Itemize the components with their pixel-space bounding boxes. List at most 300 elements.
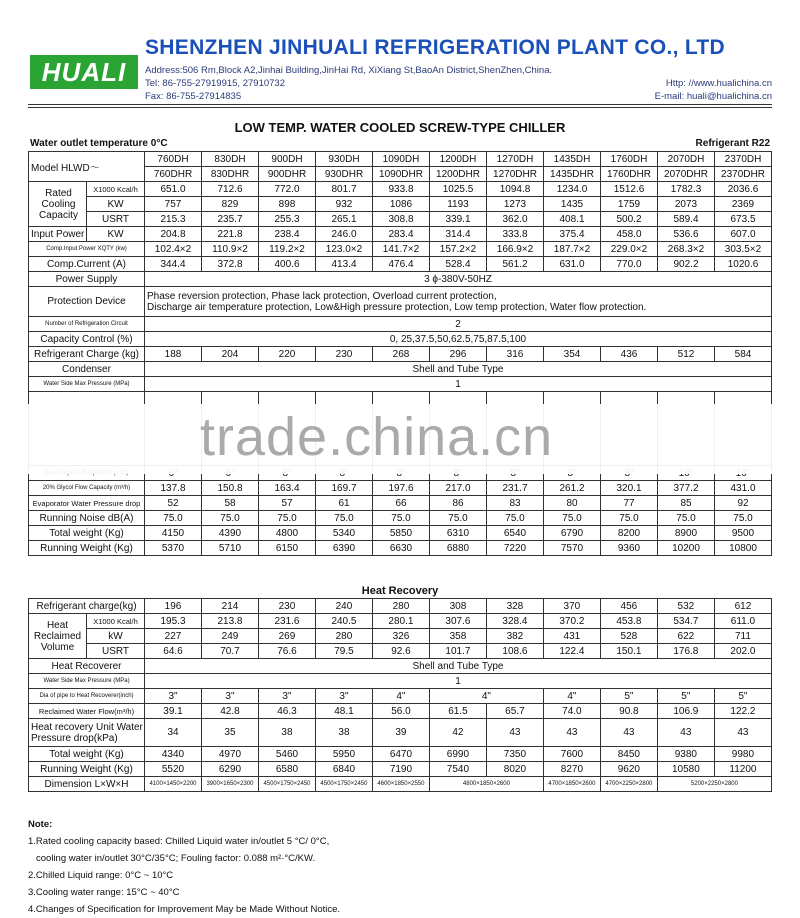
- value-cell: 7350: [486, 747, 543, 762]
- table-row: [29, 182, 772, 197]
- table-row: [29, 704, 772, 719]
- value-cell: 240.5: [315, 614, 372, 629]
- value-cell: 56.0: [372, 704, 429, 719]
- value-cell: 5340: [316, 526, 373, 541]
- value-cell: 230: [258, 599, 315, 614]
- divider: [28, 107, 772, 108]
- note-2: 2.Chilled Liquid range: 0°C ~ 10°C: [28, 870, 174, 881]
- value-cell: 39: [372, 719, 429, 747]
- value-cell: 4700×1850×2600: [543, 777, 600, 792]
- value-cell: 5950: [315, 747, 372, 762]
- value-cell: 296: [430, 347, 487, 362]
- value-cell: 75.0: [544, 511, 601, 526]
- table-row: [29, 614, 772, 629]
- heat-recovery-table: [28, 598, 772, 792]
- value-cell: 102.4×2: [145, 242, 202, 257]
- model-header: 1435DHR: [544, 167, 601, 182]
- value-cell: 238.4: [259, 227, 316, 242]
- value-cell: 932: [316, 197, 373, 212]
- value-cell: 43: [714, 719, 771, 747]
- value-cell: 75.0: [316, 511, 373, 526]
- value-cell: 92.6: [372, 644, 429, 659]
- model-header: 760DH: [145, 152, 202, 167]
- refrigerant-label: Refrigerant R22: [695, 138, 770, 149]
- value-cell: 8200: [601, 526, 658, 541]
- value-cell: 187.7×2: [544, 242, 601, 257]
- model-header: 930DH: [316, 152, 373, 167]
- model-header: 2370DH: [715, 152, 772, 167]
- value-cell: 829: [202, 197, 259, 212]
- value-cell: 150.1: [600, 644, 657, 659]
- value-cell: 92: [715, 496, 772, 511]
- table-row: [29, 719, 772, 747]
- value-cell: 39.1: [145, 704, 202, 719]
- value-cell: 673.5: [715, 212, 772, 227]
- row-label: Comp.Current (A): [29, 257, 145, 272]
- value-cell: 362.0: [487, 212, 544, 227]
- value-cell: 75.0: [601, 511, 658, 526]
- value-cell: 227: [145, 629, 202, 644]
- row-label: Refrigerant charge(kg): [29, 599, 145, 614]
- value-cell: 108.6: [486, 644, 543, 659]
- value-cell: 712.6: [202, 182, 259, 197]
- value-cell: 4500×1750×2450: [315, 777, 372, 792]
- value-cell: 176.8: [657, 644, 714, 659]
- value-cell: 2: [145, 317, 772, 332]
- unit-label: X1000 Kcal/h: [87, 182, 145, 197]
- table-row: [29, 629, 772, 644]
- value-cell: 354: [544, 347, 601, 362]
- value-cell: 214: [202, 599, 259, 614]
- value-cell: 375.4: [544, 227, 601, 242]
- model-header: 1435DH: [544, 152, 601, 167]
- value-cell: 8270: [543, 762, 600, 777]
- value-cell: 5": [600, 689, 657, 704]
- value-cell: 5850: [373, 526, 430, 541]
- value-cell: 344.4: [145, 257, 202, 272]
- value-cell: 34: [145, 719, 202, 747]
- value-cell: 1435: [544, 197, 601, 212]
- value-cell: 1020.6: [715, 257, 772, 272]
- value-cell: 101.7: [429, 644, 486, 659]
- value-cell: 400.6: [259, 257, 316, 272]
- value-cell: 561.2: [487, 257, 544, 272]
- value-cell: 4800: [259, 526, 316, 541]
- value-cell: 229.0×2: [601, 242, 658, 257]
- value-cell: 1759: [601, 197, 658, 212]
- value-cell: 268.3×2: [658, 242, 715, 257]
- value-cell: 651.0: [145, 182, 202, 197]
- value-cell: 431.0: [715, 481, 772, 496]
- value-cell: 607.0: [715, 227, 772, 242]
- value-cell: 6470: [372, 747, 429, 762]
- value-cell: 75.0: [715, 511, 772, 526]
- value-cell: 215.3: [145, 212, 202, 227]
- value-cell: 3": [315, 689, 372, 704]
- value-cell: Shell and Tube Type: [145, 659, 772, 674]
- value-cell: 1193: [430, 197, 487, 212]
- value-cell: 70.7: [202, 644, 259, 659]
- value-cell: 122.4: [543, 644, 600, 659]
- value-cell: 4700×2250×2800: [600, 777, 657, 792]
- value-cell: 370.2: [543, 614, 600, 629]
- value-cell: 10200: [658, 541, 715, 556]
- value-cell: 123.0×2: [316, 242, 373, 257]
- value-cell: 65.7: [486, 704, 543, 719]
- value-cell: 157.2×2: [430, 242, 487, 257]
- company-name: SHENZHEN JINHUALI REFRIGERATION PLANT CO., LTD: [145, 36, 726, 59]
- value-cell: 622: [657, 629, 714, 644]
- value-cell: 75.0: [487, 511, 544, 526]
- value-cell: 413.4: [316, 257, 373, 272]
- value-cell: 137.8: [145, 481, 202, 496]
- model-header: 1200DHR: [430, 167, 487, 182]
- value-cell: 280: [372, 599, 429, 614]
- row-label: Water Side Max Pressure (MPa): [29, 377, 145, 392]
- value-cell: 169.7: [316, 481, 373, 496]
- model-header: 930DHR: [316, 167, 373, 182]
- value-cell: 6630: [373, 541, 430, 556]
- value-cell: 240: [315, 599, 372, 614]
- value-cell: 1234.0: [544, 182, 601, 197]
- telephone: Tel: 86-755-27919915, 27910732: [145, 78, 285, 89]
- value-cell: 235.7: [202, 212, 259, 227]
- value-cell: 76.6: [258, 644, 315, 659]
- row-label: Refrigerant Charge (kg): [29, 347, 145, 362]
- value-cell: 8450: [600, 747, 657, 762]
- value-cell: 584: [715, 347, 772, 362]
- value-cell: 7190: [372, 762, 429, 777]
- divider: [28, 104, 772, 105]
- value-cell: 43: [486, 719, 543, 747]
- value-cell: 5": [714, 689, 771, 704]
- model-header: 1760DH: [601, 152, 658, 167]
- fax: Fax: 86-755-27914835: [145, 91, 242, 102]
- model-header: 830DH: [202, 152, 259, 167]
- table-row: [29, 212, 772, 227]
- row-label: Total weight (Kg): [29, 747, 145, 762]
- value-cell: 7540: [429, 762, 486, 777]
- value-cell: 631.0: [544, 257, 601, 272]
- value-cell: 453.8: [600, 614, 657, 629]
- value-cell: 75.0: [259, 511, 316, 526]
- value-cell: 534.7: [657, 614, 714, 629]
- unit-label: USRT: [87, 644, 145, 659]
- model-header: 760DHR: [145, 167, 202, 182]
- huali-logo: HUALI: [30, 55, 138, 89]
- value-cell: 2369: [715, 197, 772, 212]
- row-label: Running Noise dB(A): [29, 511, 145, 526]
- value-cell: 255.3: [259, 212, 316, 227]
- table-row: [29, 674, 772, 689]
- value-cell: 231.7: [487, 481, 544, 496]
- table-row: [29, 257, 772, 272]
- unit-label: KW: [87, 197, 145, 212]
- notes: [28, 816, 340, 918]
- model-header: 2370DHR: [715, 167, 772, 182]
- value-cell: 280: [315, 629, 372, 644]
- value-cell: 6880: [430, 541, 487, 556]
- value-cell: 4150: [145, 526, 202, 541]
- heat-volume-label: Heat Reclaimed Volume: [29, 614, 87, 659]
- value-cell: 316: [487, 347, 544, 362]
- value-cell: 75.0: [658, 511, 715, 526]
- water-outlet-label: Water outlet temperature 0°C: [30, 138, 168, 149]
- table-row: [29, 332, 772, 347]
- value-cell: 43: [657, 719, 714, 747]
- value-cell: 46.3: [258, 704, 315, 719]
- value-cell: 500.2: [601, 212, 658, 227]
- table-row: [29, 347, 772, 362]
- value-cell: 377.2: [658, 481, 715, 496]
- note-4: 4.Changes of Specification for Improvement May be Made Without Notice.: [28, 904, 341, 915]
- value-cell: 6990: [429, 747, 486, 762]
- value-cell: 303.5×2: [715, 242, 772, 257]
- value-cell: 9500: [715, 526, 772, 541]
- value-cell: 163.4: [259, 481, 316, 496]
- model-header: 900DHR: [259, 167, 316, 182]
- value-cell: 4": [429, 689, 543, 704]
- chiller-spec-table: [28, 151, 772, 556]
- protection-line: Phase reversion protection, Phase lack protection, Overload current protection,: [147, 290, 497, 302]
- value-cell: 6390: [316, 541, 373, 556]
- value-cell: 5370: [145, 541, 202, 556]
- value-cell: 74.0: [543, 704, 600, 719]
- value-cell: 4340: [145, 747, 202, 762]
- value-cell: 4": [543, 689, 600, 704]
- table-row: [29, 762, 772, 777]
- table-row: [29, 541, 772, 556]
- value-cell: 5710: [202, 541, 259, 556]
- value-cell: 3": [258, 689, 315, 704]
- value-cell: 77: [601, 496, 658, 511]
- model-header: 1090DH: [373, 152, 430, 167]
- row-label: Condenser: [29, 362, 145, 377]
- note-3: 3.Cooling water range: 15°C ~ 40°C: [28, 887, 180, 898]
- value-cell: 52: [145, 496, 202, 511]
- value-cell: 772.0: [259, 182, 316, 197]
- table-row: [29, 287, 772, 317]
- value-cell: 83: [487, 496, 544, 511]
- table-row: [29, 496, 772, 511]
- value-cell: 79.5: [315, 644, 372, 659]
- web-contacts: [655, 77, 772, 103]
- value-cell: 1086: [373, 197, 430, 212]
- value-cell: 7220: [487, 541, 544, 556]
- value-cell: 476.4: [373, 257, 430, 272]
- model-header: 830DHR: [202, 167, 259, 182]
- row-label: Dia of pipe to Heat Recoverer(inch): [29, 689, 145, 704]
- unit-label: kW: [87, 629, 145, 644]
- rated-capacity-label: Rated Cooling Capacity: [29, 182, 87, 227]
- value-cell: 6290: [202, 762, 259, 777]
- value-cell: 4": [372, 689, 429, 704]
- row-label: Running Weight (Kg): [29, 541, 145, 556]
- value-cell: 9980: [714, 747, 771, 762]
- value-cell: 308.8: [373, 212, 430, 227]
- value-cell: 119.2×2: [259, 242, 316, 257]
- value-cell: 5200×2250×2800: [657, 777, 771, 792]
- unit-label: USRT: [87, 212, 145, 227]
- model-header: 1270DH: [487, 152, 544, 167]
- table-row: [29, 644, 772, 659]
- value-cell: 589.4: [658, 212, 715, 227]
- protection-cell: [145, 287, 772, 317]
- notes-heading: Note:: [28, 819, 53, 830]
- table-row: [29, 272, 772, 287]
- value-cell: 436: [601, 347, 658, 362]
- value-cell: 5": [657, 689, 714, 704]
- watermark-band: [0, 404, 800, 474]
- value-cell: 3 ϕ-380V-50HZ: [145, 272, 772, 287]
- table-row: [29, 377, 772, 392]
- table-row: [29, 152, 772, 167]
- table-row: [29, 227, 772, 242]
- value-cell: 217.0: [430, 481, 487, 496]
- value-cell: 9360: [601, 541, 658, 556]
- value-cell: 10580: [657, 762, 714, 777]
- value-cell: 150.8: [202, 481, 259, 496]
- value-cell: 106.9: [657, 704, 714, 719]
- value-cell: 110.9×2: [202, 242, 259, 257]
- row-label: Heat Recoverer: [29, 659, 145, 674]
- value-cell: 35: [202, 719, 259, 747]
- table-row: [29, 526, 772, 541]
- model-header: 900DH: [259, 152, 316, 167]
- table-row: [29, 689, 772, 704]
- value-cell: 48.1: [315, 704, 372, 719]
- table-row: [29, 362, 772, 377]
- value-cell: 188: [145, 347, 202, 362]
- value-cell: 6790: [544, 526, 601, 541]
- value-cell: 801.7: [316, 182, 373, 197]
- row-label: Input Power: [29, 227, 87, 242]
- unit-label: X1000 Kcal/h: [87, 614, 145, 629]
- value-cell: 902.2: [658, 257, 715, 272]
- value-cell: 382: [486, 629, 543, 644]
- value-cell: 326: [372, 629, 429, 644]
- row-label: Reclaimed Water Flow(m³/h): [29, 704, 145, 719]
- value-cell: 11200: [714, 762, 771, 777]
- value-cell: 933.8: [373, 182, 430, 197]
- value-cell: 372.8: [202, 257, 259, 272]
- row-label: 20% Glycol Flow Capacity (m³/h): [29, 481, 145, 496]
- value-cell: 314.4: [430, 227, 487, 242]
- value-cell: 75.0: [145, 511, 202, 526]
- email: E-mail: huali@hualichina.cn: [654, 91, 772, 102]
- value-cell: 431: [543, 629, 600, 644]
- value-cell: 66: [373, 496, 430, 511]
- value-cell: 898: [259, 197, 316, 212]
- value-cell: 90.8: [600, 704, 657, 719]
- row-label: Heat recovery Unit Water Pressure drop(kPa): [29, 719, 145, 747]
- value-cell: 269: [258, 629, 315, 644]
- table-row: [29, 511, 772, 526]
- value-cell: 10800: [715, 541, 772, 556]
- value-cell: 202.0: [714, 644, 771, 659]
- value-cell: 370: [543, 599, 600, 614]
- value-cell: 4500×1750×2450: [258, 777, 315, 792]
- row-label: Comp.Input Power XQTY (kw): [29, 242, 145, 257]
- value-cell: 408.1: [544, 212, 601, 227]
- value-cell: 283.4: [373, 227, 430, 242]
- value-cell: 166.9×2: [487, 242, 544, 257]
- value-cell: 246.0: [316, 227, 373, 242]
- value-cell: 249: [202, 629, 259, 644]
- value-cell: 1094.8: [487, 182, 544, 197]
- value-cell: Shell and Tube Type: [145, 362, 772, 377]
- value-cell: 1: [145, 674, 772, 689]
- note-1-cont: cooling water in/outlet 30°C/35°C; Fouling factor: 0.088 m²·°C/KW.: [36, 853, 316, 864]
- value-cell: 1512.6: [601, 182, 658, 197]
- value-cell: 328.4: [486, 614, 543, 629]
- row-label: Number of Refrigeration Circuit: [29, 317, 145, 332]
- value-cell: 6310: [430, 526, 487, 541]
- value-cell: 6840: [315, 762, 372, 777]
- document-title: LOW TEMP. WATER COOLED SCREW-TYPE CHILLER: [234, 120, 566, 135]
- address: Address:506 Rm,Block A2,Jinhai Building,JinHai Rd, XiXiang St,BaoAn District,ShenZhen,China.: [145, 65, 553, 76]
- value-cell: 80: [544, 496, 601, 511]
- value-cell: 8020: [486, 762, 543, 777]
- row-label: Capacity Control (%): [29, 332, 145, 347]
- letterhead: [0, 0, 800, 108]
- heat-recovery-title: Heat Recovery: [361, 585, 439, 597]
- note-1: 1.Rated cooling capacity based: Chilled Liquid water in/outlet 5 °C/ 0°C,: [28, 836, 330, 847]
- value-cell: 141.7×2: [373, 242, 430, 257]
- model-header: 1270DHR: [487, 167, 544, 182]
- row-label: Power Supply: [29, 272, 145, 287]
- value-cell: 320.1: [601, 481, 658, 496]
- value-cell: 456: [600, 599, 657, 614]
- value-cell: 3": [145, 689, 202, 704]
- model-header: 1200DH: [430, 152, 487, 167]
- value-cell: 4800×1850×2600: [429, 777, 543, 792]
- value-cell: 4100×1450×2200: [145, 777, 202, 792]
- value-cell: 195.3: [145, 614, 202, 629]
- value-cell: 86: [430, 496, 487, 511]
- value-cell: 1: [145, 377, 772, 392]
- value-cell: 280.1: [372, 614, 429, 629]
- row-label: Evaporator Water Pressure drop: [29, 496, 145, 511]
- value-cell: 204: [202, 347, 259, 362]
- value-cell: 268: [373, 347, 430, 362]
- value-cell: 358: [429, 629, 486, 644]
- value-cell: 196: [145, 599, 202, 614]
- value-cell: 1025.5: [430, 182, 487, 197]
- value-cell: 220: [259, 347, 316, 362]
- table-row: [29, 197, 772, 212]
- company-contacts: [145, 64, 552, 103]
- value-cell: 3": [202, 689, 259, 704]
- value-cell: 757: [145, 197, 202, 212]
- model-header: 1090DHR: [373, 167, 430, 182]
- value-cell: 42.8: [202, 704, 259, 719]
- value-cell: 328: [486, 599, 543, 614]
- row-label: Protection Device: [29, 287, 145, 317]
- table-row: [29, 481, 772, 496]
- value-cell: 221.8: [202, 227, 259, 242]
- value-cell: 4600×1850×2550: [372, 777, 429, 792]
- value-cell: 43: [600, 719, 657, 747]
- value-cell: 6580: [258, 762, 315, 777]
- value-cell: 9620: [600, 762, 657, 777]
- value-cell: 75.0: [430, 511, 487, 526]
- website: Http: //www.hualichina.cn: [665, 78, 772, 89]
- unit-label: KW: [87, 227, 145, 242]
- value-cell: 532: [657, 599, 714, 614]
- model-header: 1760DHR: [601, 167, 658, 182]
- value-cell: 3900×1650×2300: [202, 777, 259, 792]
